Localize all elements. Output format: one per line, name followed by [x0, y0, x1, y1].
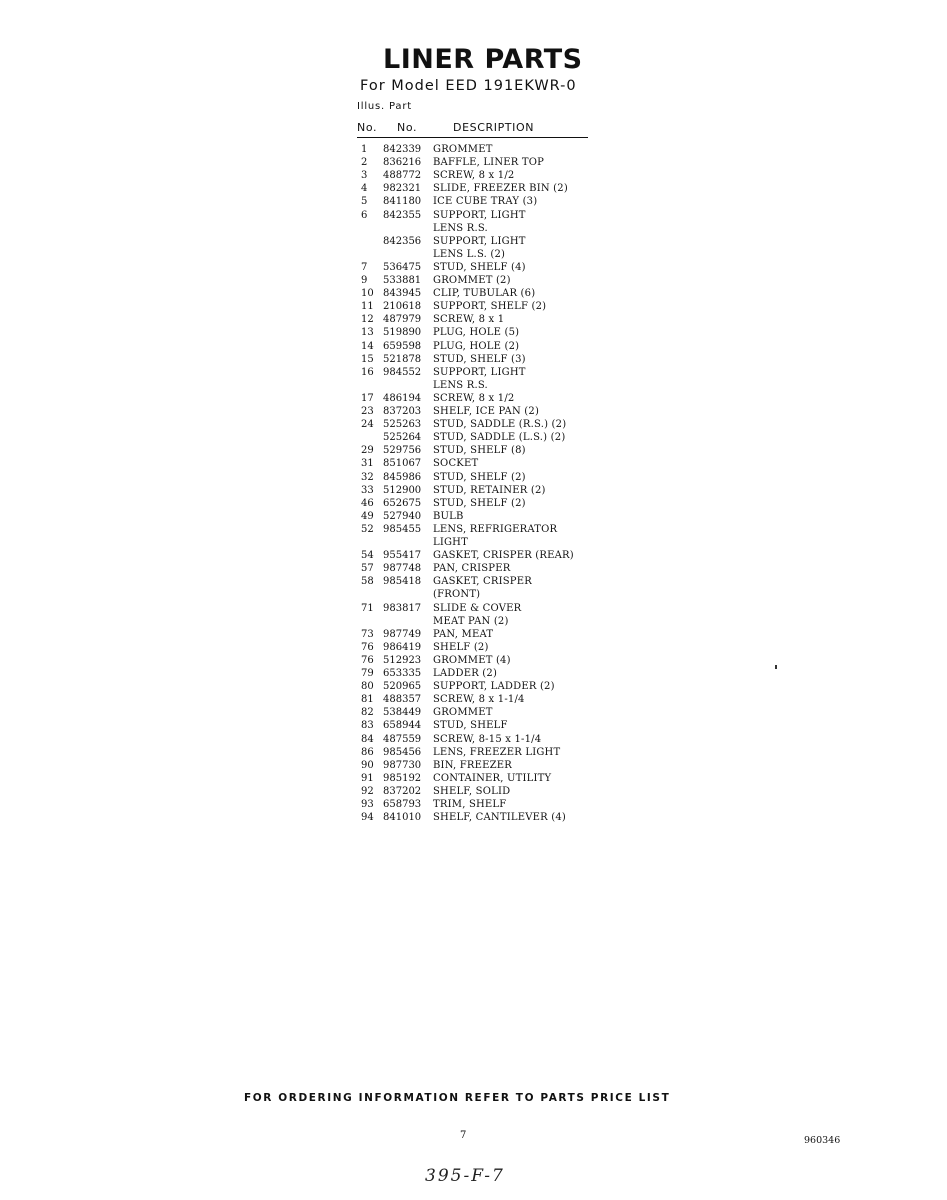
illus-number: 16: [361, 366, 374, 378]
part-number: 985192: [383, 772, 422, 784]
part-number: 210618: [383, 301, 422, 313]
illus-number: 23: [361, 406, 374, 417]
part-description: STUD, RETAINER (2): [433, 484, 546, 496]
part-number: 985418: [383, 576, 422, 588]
part-number: 525264: [383, 432, 422, 444]
part-description: (FRONT): [433, 589, 481, 601]
part-description: STUD, SHELF: [433, 720, 508, 732]
part-number: 487559: [383, 733, 422, 745]
part-description: STUD, SADDLE (R.S.) (2): [433, 419, 567, 431]
part-description: STUD, SHELF (4): [433, 261, 526, 273]
part-number: 658944: [383, 720, 422, 732]
part-description: STUD, SHELF (2): [433, 497, 526, 509]
illus-number: 80: [361, 681, 374, 693]
illus-number: 83: [361, 720, 374, 732]
part-number: 533881: [383, 275, 422, 286]
part-description: SCREW, 8 x 1/2: [433, 170, 515, 182]
part-number: 987749: [383, 628, 422, 640]
illus-number: 79: [361, 668, 374, 679]
part-number: 512900: [383, 484, 422, 496]
part-description: SUPPORT, LIGHT: [433, 366, 526, 378]
illus-number: 14: [361, 340, 374, 352]
part-number: 987748: [383, 563, 422, 575]
illus-number: 29: [361, 445, 374, 457]
illus-number: 94: [361, 812, 374, 824]
part-number: 519890: [383, 327, 422, 339]
illus-number: 5: [361, 196, 368, 208]
part-number: 841180: [383, 196, 422, 208]
part-description: CONTAINER, UTILITY: [433, 772, 552, 784]
part-number: 851067: [383, 458, 422, 470]
illus-number: 71: [361, 602, 374, 614]
illus-number: 91: [361, 772, 374, 784]
part-description: SOCKET: [433, 458, 479, 470]
part-description: BULB: [433, 510, 464, 522]
illus-number: 57: [361, 563, 374, 575]
part-number: 985455: [383, 523, 422, 535]
illus-number: 76: [361, 641, 374, 653]
part-description: GASKET, CRISPER (REAR): [433, 550, 574, 562]
part-description: SHELF, CANTILEVER (4): [433, 812, 567, 824]
illus-number: 4: [361, 183, 368, 195]
part-number: 520965: [383, 681, 422, 693]
illus-number: 49: [361, 510, 374, 522]
illus-number: 46: [361, 497, 374, 509]
part-description: LIGHT: [433, 537, 468, 548]
illus-number: 58: [361, 576, 374, 588]
part-number: 843945: [383, 288, 422, 300]
part-number: 983817: [383, 602, 422, 614]
part-number: 527940: [383, 510, 422, 522]
part-description: LENS R.S.: [433, 222, 488, 234]
part-description: SUPPORT, SHELF (2): [433, 301, 547, 313]
scan-speck: [775, 665, 777, 669]
illus-number: 7: [361, 261, 368, 273]
illus-number: 90: [361, 759, 374, 771]
illus-number: 11: [361, 301, 374, 313]
illus-number: 76: [361, 654, 374, 666]
part-description: STUD, SHELF (8): [433, 445, 526, 457]
part-description: SUPPORT, LADDER (2): [433, 681, 555, 693]
illus-number: 6: [361, 209, 368, 221]
part-number: 984552: [383, 366, 422, 378]
part-description: SHELF, SOLID: [433, 785, 511, 797]
part-number: 525263: [383, 419, 422, 431]
part-description: TRIM, SHELF: [433, 799, 507, 810]
part-number: 536475: [383, 261, 422, 273]
part-description: BIN, FREEZER: [433, 759, 513, 771]
part-description: SUPPORT, LIGHT: [433, 209, 526, 221]
part-number: 842355: [383, 209, 422, 221]
part-number: 538449: [383, 707, 422, 719]
part-number: 486194: [383, 392, 422, 404]
illus-number: 84: [361, 733, 374, 745]
illus-number: 2: [361, 157, 368, 169]
part-number: 488772: [383, 170, 422, 182]
part-description: LENS, REFRIGERATOR: [433, 523, 558, 535]
part-description: SHELF, ICE PAN (2): [433, 406, 540, 417]
illus-number: 1: [361, 144, 368, 155]
page-title: LINER PARTS: [383, 44, 583, 75]
illus-number: 31: [361, 458, 374, 470]
illus-number: 9: [361, 275, 368, 286]
part-number: 841010: [383, 812, 422, 824]
part-number: 837203: [383, 406, 422, 417]
illus-number: 10: [361, 288, 374, 300]
part-number: 986419: [383, 641, 422, 653]
illus-number: 82: [361, 707, 374, 719]
part-number: 985456: [383, 746, 422, 758]
part-description: LENS R.S.: [433, 379, 488, 391]
part-description: GASKET, CRISPER: [433, 576, 532, 588]
illus-number: 73: [361, 628, 374, 640]
part-number: 836216: [383, 157, 422, 169]
illus-number: 92: [361, 785, 374, 797]
part-number: 659598: [383, 340, 422, 352]
part-number: 837202: [383, 785, 422, 797]
illus-number: 86: [361, 746, 374, 758]
part-number: 658793: [383, 799, 422, 810]
part-number: 529756: [383, 445, 422, 457]
part-description: BAFFLE, LINER TOP: [433, 157, 545, 169]
document-code: 960346: [804, 1135, 841, 1146]
ordering-info: FOR ORDERING INFORMATION REFER TO PARTS PRICE LIST: [244, 1092, 671, 1104]
illus-number: 13: [361, 327, 374, 339]
part-description: SHELF (2): [433, 641, 489, 653]
part-description: STUD, SHELF (2): [433, 471, 526, 483]
header-divider: [357, 137, 588, 138]
part-description: SLIDE, FREEZER BIN (2): [433, 183, 568, 195]
part-number: 512923: [383, 654, 422, 666]
part-description: MEAT PAN (2): [433, 615, 509, 627]
part-description: PLUG, HOLE (5): [433, 327, 520, 339]
illus-number: 3: [361, 170, 368, 182]
illus-number: 15: [361, 353, 374, 365]
part-number: 653335: [383, 668, 422, 679]
part-description: SCREW, 8-15 x 1-1/4: [433, 733, 542, 745]
column-header-illus-part: Illus. Part: [357, 101, 412, 112]
part-number: 842356: [383, 235, 422, 247]
part-description: GROMMET (2): [433, 275, 511, 286]
illus-number: 81: [361, 694, 374, 706]
part-description: PLUG, HOLE (2): [433, 340, 520, 352]
part-description: LENS L.S. (2): [433, 248, 506, 260]
illus-number: 17: [361, 392, 374, 404]
part-description: SLIDE & COVER: [433, 602, 522, 614]
part-description: STUD, SADDLE (L.S.) (2): [433, 432, 566, 444]
part-number: 982321: [383, 183, 422, 195]
part-description: LENS, FREEZER LIGHT: [433, 746, 561, 758]
part-description: STUD, SHELF (3): [433, 353, 526, 365]
handwritten-note: 395-F-7: [425, 1166, 505, 1186]
part-description: SCREW, 8 x 1: [433, 314, 505, 326]
part-number: 955417: [383, 550, 422, 562]
part-description: SCREW, 8 x 1-1/4: [433, 694, 525, 706]
illus-number: 52: [361, 523, 374, 535]
part-description: GROMMET: [433, 144, 493, 155]
part-number: 521878: [383, 353, 422, 365]
part-number: 487979: [383, 314, 422, 326]
part-description: SCREW, 8 x 1/2: [433, 392, 515, 404]
part-description: CLIP, TUBULAR (6): [433, 288, 536, 300]
part-description: SUPPORT, LIGHT: [433, 235, 526, 247]
part-description: PAN, MEAT: [433, 628, 494, 640]
part-description: GROMMET: [433, 707, 493, 719]
page-number: 7: [460, 1130, 467, 1141]
illus-number: 12: [361, 314, 374, 326]
illus-number: 32: [361, 471, 374, 483]
part-number: 488357: [383, 694, 422, 706]
column-header-illus-no: No.: [357, 121, 378, 134]
part-description: LADDER (2): [433, 668, 498, 679]
part-number: 652675: [383, 497, 422, 509]
column-header-row: [357, 121, 587, 137]
illus-number: 54: [361, 550, 374, 562]
part-number: 842339: [383, 144, 422, 155]
part-description: GROMMET (4): [433, 654, 511, 666]
illus-number: 24: [361, 419, 374, 431]
illus-number: 33: [361, 484, 374, 496]
part-number: 987730: [383, 759, 422, 771]
column-header-description: DESCRIPTION: [453, 121, 535, 134]
illus-number: 93: [361, 799, 374, 810]
column-header-part-no: No.: [397, 121, 418, 134]
part-description: ICE CUBE TRAY (3): [433, 196, 538, 208]
model-subtitle: For Model EED 191EKWR-0: [360, 78, 577, 94]
part-number: 845986: [383, 471, 422, 483]
part-description: PAN, CRISPER: [433, 563, 511, 575]
